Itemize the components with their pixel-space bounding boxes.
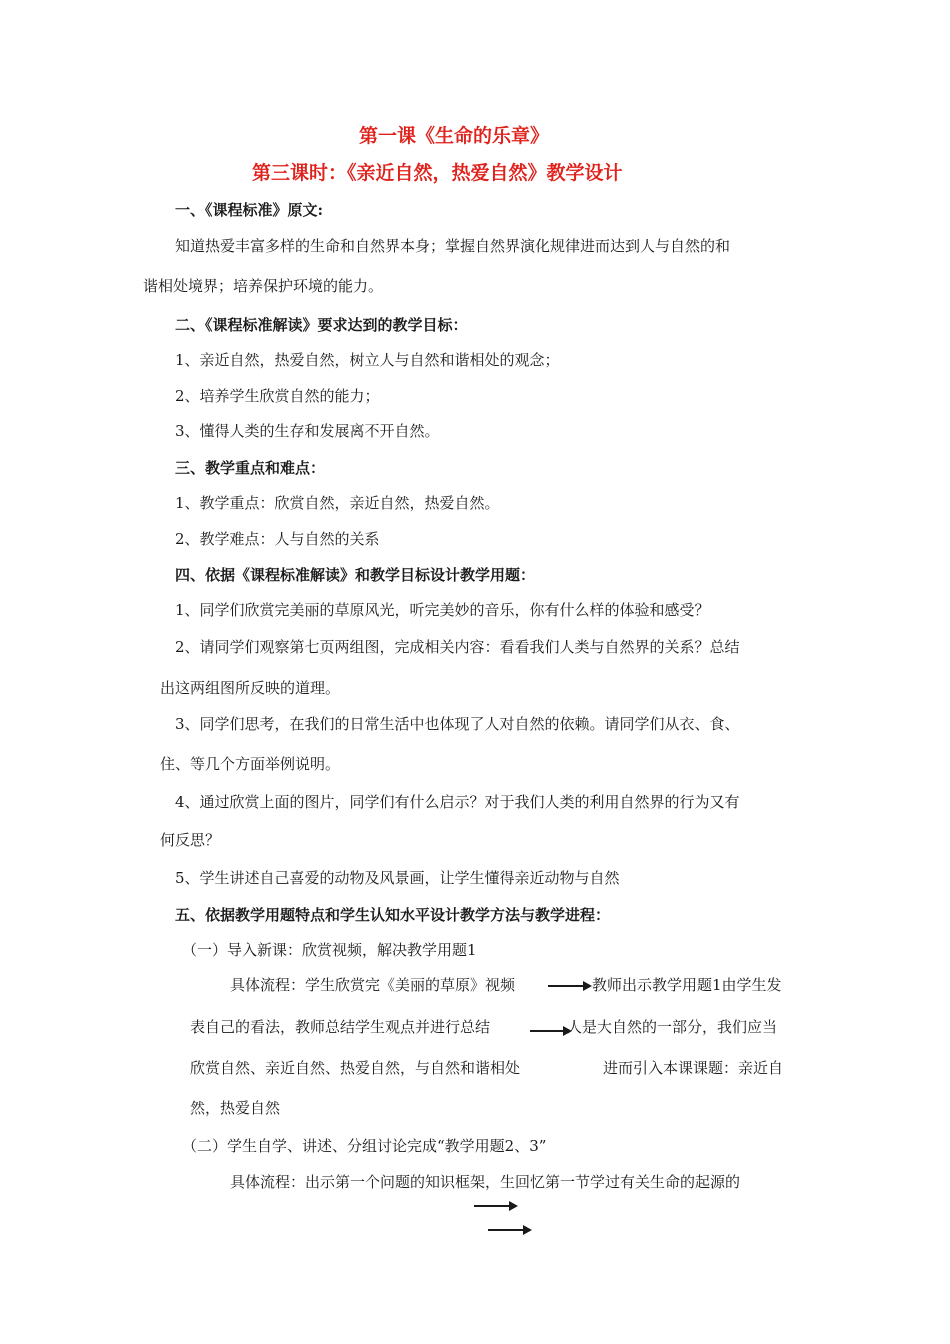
goal-item-2: 2、培养学生欣赏自然的能力；	[175, 387, 380, 405]
question-3-cont: 住、等几个方面举例说明。	[160, 755, 341, 773]
question-4-cont: 何反思？	[160, 831, 221, 849]
key-point-item: 1、教学重点：欣赏自然，亲近自然，热爱自然。	[175, 494, 500, 512]
question-2: 2、请同学们观察第七页两组图，完成相关内容：看看我们人类与自然界的关系？总结	[175, 638, 740, 656]
flow-1-line-3-right: 进而引入本课课题：亲近自	[603, 1059, 784, 1077]
flow-2-line-1: 具体流程：出示第一个问题的知识框架，生回忆第一节学过有关生命的起源的	[230, 1173, 741, 1191]
flow-arrow-icon	[530, 1030, 570, 1032]
flow-1-line-4: 然，热爱自然	[190, 1099, 281, 1117]
flow-arrow-icon	[488, 1229, 530, 1231]
flow-1-line-1-right: 教师出示教学用题1由学生发	[592, 976, 782, 994]
lesson-subtitle: 第三课时：《亲近自然，热爱自然》教学设计	[252, 162, 623, 184]
flow-1-line-3-left: 欣赏自然、亲近自然、热爱自然，与自然和谐相处	[190, 1059, 521, 1077]
question-4: 4、通过欣赏上面的图片，同学们有什么启示？对于我们人类的利用自然界的行为又有	[175, 793, 740, 811]
goal-item-3: 3、懂得人类的生存和发展离不开自然。	[175, 422, 440, 440]
flow-arrow-icon	[474, 1205, 516, 1207]
section-4-heading: 四、依据《课程标准解读》和教学目标设计教学用题：	[175, 566, 536, 584]
subsection-1-heading: （一）导入新课：欣赏视频，解决教学用题1	[182, 941, 477, 959]
section-3-heading: 三、教学重点和难点：	[175, 459, 326, 477]
difficulty-item: 2、教学难点：人与自然的关系	[175, 530, 380, 548]
section-1-paragraph-cont: 谐相处境界；培养保护环境的能力。	[143, 277, 384, 295]
subsection-2-heading: （二）学生自学、讲述、分组讨论完成“教学用题2、3”	[182, 1137, 547, 1155]
section-2-heading: 二、《课程标准解读》要求达到的教学目标：	[175, 316, 468, 334]
question-3: 3、同学们思考，在我们的日常生活中也体现了人对自然的依赖。请同学们从衣、食、	[175, 715, 740, 733]
goal-item-1: 1、亲近自然，热爱自然，树立人与自然和谐相处的观念；	[175, 351, 560, 369]
flow-1-line-2-left: 表自己的看法，教师总结学生观点并进行总结	[190, 1018, 491, 1036]
question-1: 1、同学们欣赏完美丽的草原风光，听完美妙的音乐，你有什么样的体验和感受？	[175, 601, 710, 619]
flow-1-line-2-right: 人是大自然的一部分，我们应当	[567, 1018, 778, 1036]
section-1-heading: 一、《课程标准》原文:	[175, 201, 324, 219]
flow-1-line-1-left: 具体流程：学生欣赏完《美丽的草原》视频	[230, 976, 516, 994]
section-5-heading: 五、依据教学用题特点和学生认知水平设计教学方法与教学进程：	[175, 906, 611, 924]
section-1-paragraph: 知道热爱丰富多样的生命和自然界本身；掌握自然界演化规律进而达到人与自然的和	[175, 237, 731, 255]
flow-arrow-icon	[548, 985, 590, 987]
question-2-cont: 出这两组图所反映的道理。	[160, 679, 341, 697]
lesson-title: 第一课《生命的乐章》	[359, 125, 550, 147]
question-5: 5、学生讲述自己喜爱的动物及风景画，让学生懂得亲近动物与自然	[175, 869, 620, 887]
